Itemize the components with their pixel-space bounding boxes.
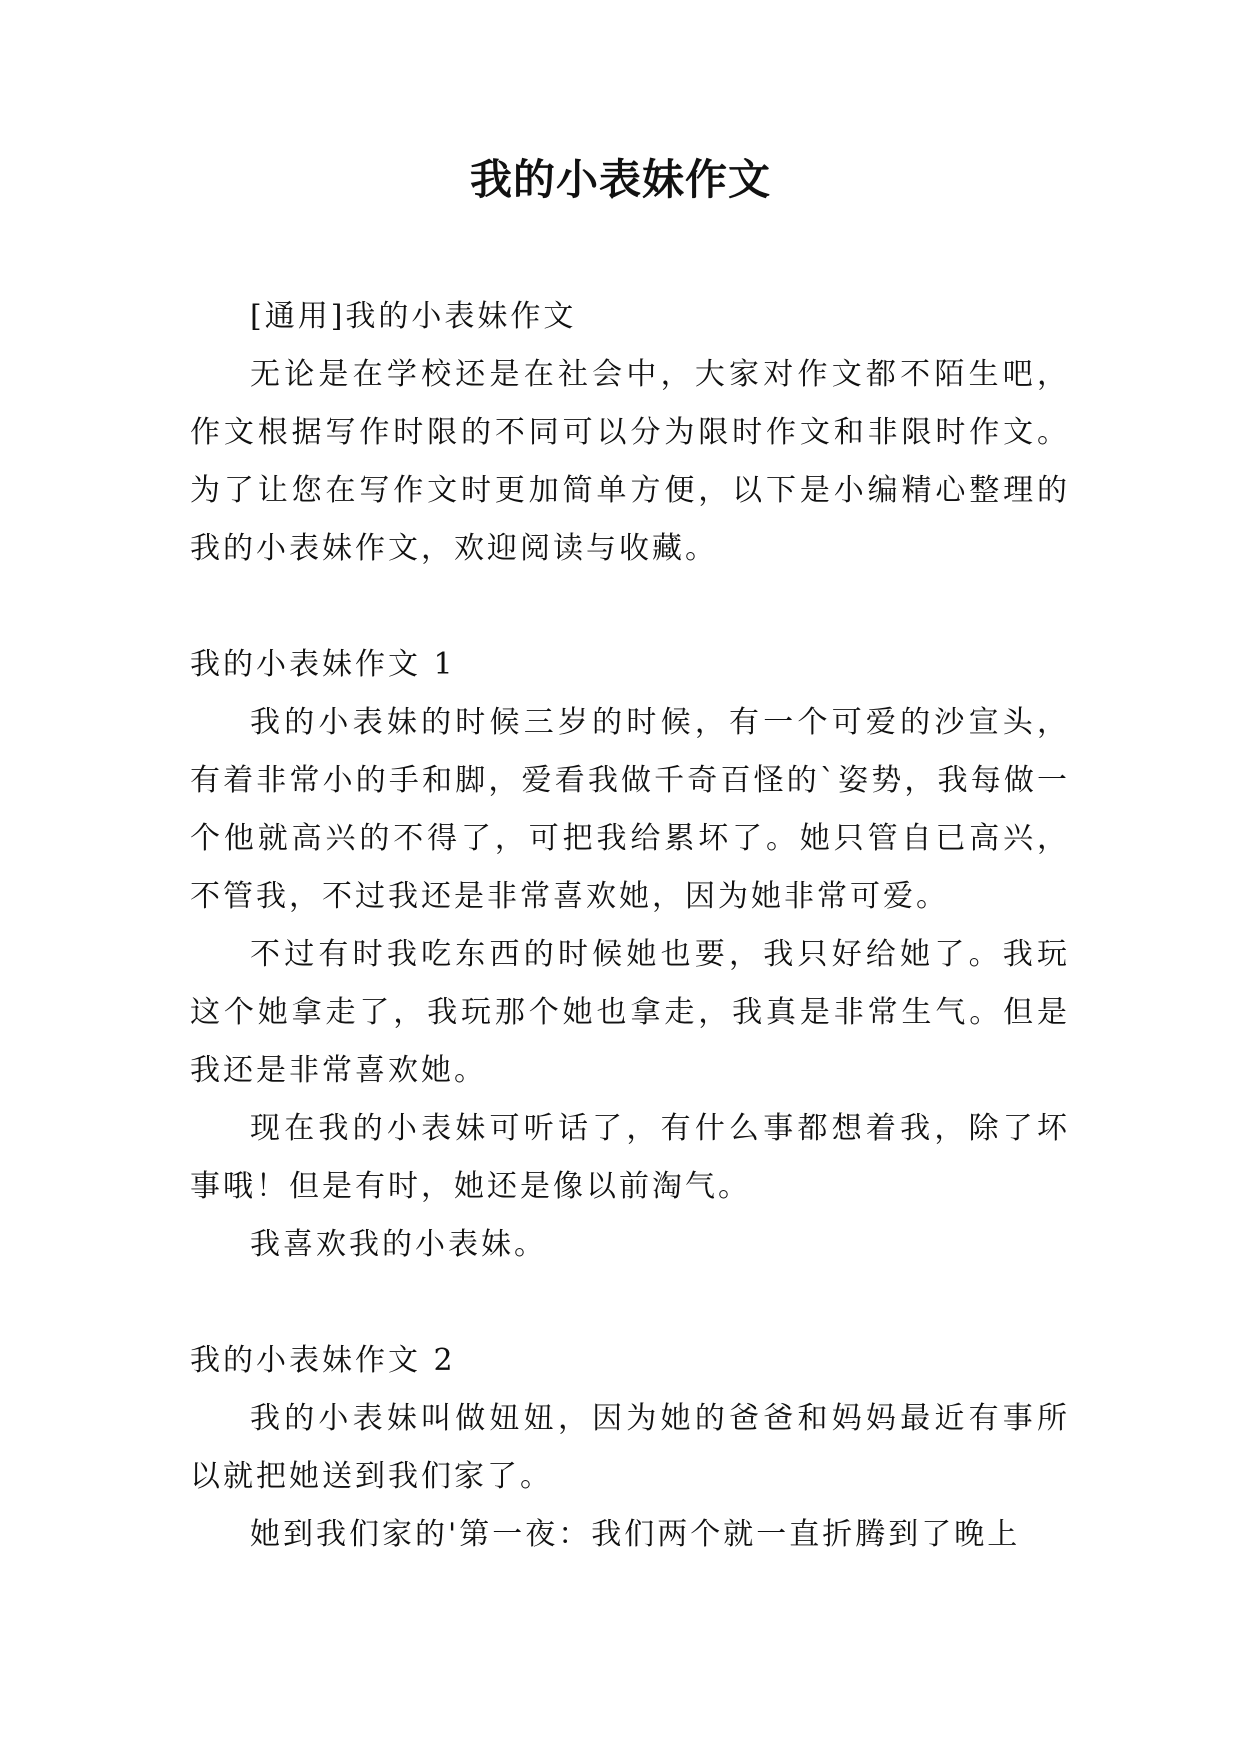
essay-1-paragraph: 现在我的小表妹可听话了，有什么事都想着我，除了坏事哦！但是有时，她还是像以前淘气。 bbox=[190, 1111, 1070, 1204]
essay-1-heading: 我的小表妹作文 1 bbox=[190, 647, 456, 682]
document-title: 我的小表妹作文 bbox=[469, 155, 771, 204]
essay-1-paragraph: 不过有时我吃东西的时候她也要，我只好给她了。我玩这个她拿走了，我玩那个她也拿走，我真是非常生气。但是我还是非常喜欢她。 bbox=[190, 937, 1070, 1088]
essay-2-paragraph: 我的小表妹叫做妞妞，因为她的爸爸和妈妈最近有事所以就把她送到我们家了。 bbox=[190, 1401, 1070, 1494]
section-spacer bbox=[190, 1274, 1070, 1332]
document-body bbox=[190, 288, 1070, 1564]
essay-2-heading: 我的小表妹作文 2 bbox=[190, 1343, 456, 1378]
section-spacer bbox=[190, 578, 1070, 636]
intro-line: [通用]我的小表妹作文 bbox=[250, 299, 577, 334]
essay-1-paragraph: 我喜欢我的小表妹。 bbox=[250, 1227, 547, 1262]
essay-2-paragraph: 她到我们家的'第一夜：我们两个就一直折腾到了晚上 bbox=[250, 1517, 1021, 1552]
essay-1-paragraph: 我的小表妹的时候三岁的时候，有一个可爱的沙宣头，有着非常小的手和脚，爱看我做千奇百怪的`姿势，我每做一个他就高兴的不得了，可把我给累坏了。她只管自已高兴，不管我，不过我还是非常喜欢她，因为她非常可爱。 bbox=[190, 705, 1070, 914]
intro-paragraph: 无论是在学校还是在社会中，大家对作文都不陌生吧，作文根据写作时限的不同可以分为限时作文和非限时作文。为了让您在写作文时更加简单方便，以下是小编精心整理的我的小表妹作文，欢迎阅读与收藏。 bbox=[190, 357, 1070, 566]
